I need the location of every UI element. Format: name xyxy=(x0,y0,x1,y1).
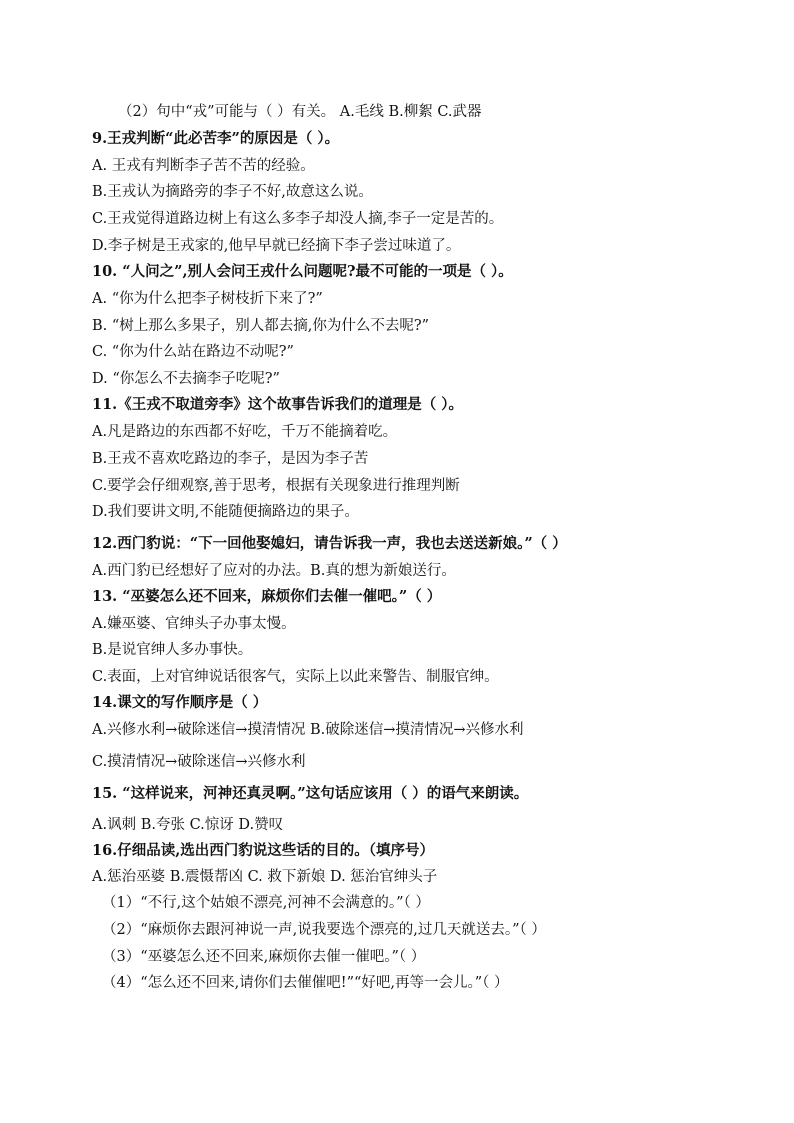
q10-option-c: C. “你为什么站在路边不动呢?” xyxy=(92,344,294,360)
q12-options: A.西门豹已经想好了应对的办法。B.真的想为新娘送行。 xyxy=(92,563,456,579)
q11-heading: 11.《王戎不取道旁李》这个故事告诉我们的道理是（ ）。 xyxy=(92,396,464,413)
q14-options-ab: A.兴修水利→破除迷信→摸清情况 B.破除迷信→摸清情况→兴修水利 xyxy=(92,722,524,738)
q13-heading: 13. “巫婆怎么还不回来，麻烦你们去催一催吧。”（ ） xyxy=(92,588,442,605)
q16-heading: 16.仔细品读,选出西门豹说这些话的目的。（填序号） xyxy=(92,842,435,859)
q9-option-c: C.王戎觉得道路边树上有这么多李子却没人摘,李子一定是苦的。 xyxy=(92,211,504,227)
q16-item-2: （2）“麻烦你去跟河神说一声,说我要选个漂亮的,过几天就送去。”（ ） xyxy=(102,922,546,938)
q9-option-d: D.李子树是王戎家的,他早早就已经摘下李子尝过味道了。 xyxy=(92,238,461,254)
q14-option-c: C.摸清情况→破除迷信→兴修水利 xyxy=(92,754,306,770)
q10-option-b: B. “树上那么多果子，别人都去摘,你为什么不去呢?” xyxy=(92,318,430,334)
q16-item-4: （4）“怎么还不回来,请你们去催催吧!”“好吧,再等一会儿。”（ ） xyxy=(102,975,509,991)
q11-option-b: B.王戎不喜欢吃路边的李子，是因为李子苦 xyxy=(92,451,369,467)
q13-option-c: C.表面，上对官绅说话很客气，实际上以此来警告、制服官绅。 xyxy=(92,669,499,685)
q11-option-a: A.凡是路边的东西都不好吃，千万不能摘着吃。 xyxy=(92,424,398,440)
q9-heading: 9.王戎判断“此必苦李”的原因是（ ）。 xyxy=(92,130,340,147)
q10-heading: 10. “人问之”,别人会问王戎什么问题呢?最不可能的一项是（ ）。 xyxy=(92,263,513,280)
q13-option-a: A.嫌巫婆、官绅头子办事太慢。 xyxy=(92,616,296,632)
q10-option-a: A. “你为什么把李子树枝折下来了?” xyxy=(92,291,323,307)
q8-sub2-line: （2）句中“戎”可能与（ ）有关。 A.毛线 B.柳絮 C.武器 xyxy=(118,104,482,120)
q11-option-c: C.要学会仔细观察,善于思考，根据有关现象进行推理判断 xyxy=(92,478,460,494)
q10-option-d: D. “你怎么不去摘李子吃呢?” xyxy=(92,371,280,387)
q15-heading: 15. “这样说来，河神还真灵啊。”这句话应该用（ ）的语气来朗读。 xyxy=(92,785,529,802)
q16-item-1: （1）“不行,这个姑娘不漂亮,河神不会满意的。”（ ） xyxy=(102,895,430,911)
q16-options: A.惩治巫婆 B.震慑帮凶 C. 救下新娘 D. 惩治官绅头子 xyxy=(92,869,438,885)
q11-option-d: D.我们要讲文明,不能随便摘路边的果子。 xyxy=(92,504,359,520)
q12-heading: 12.西门豹说：“下一回他娶媳妇，请告诉我一声，我也去送送新娘。”（ ） xyxy=(92,535,567,552)
q13-option-b: B.是说官绅人多办事快。 xyxy=(92,642,253,658)
q14-heading: 14.课文的写作顺序是（ ） xyxy=(92,694,268,711)
q16-item-3: （3）“巫婆怎么还不回来,麻烦你去催一催吧。”（ ） xyxy=(102,949,426,965)
q9-option-b: B.王戎认为摘路旁的李子不好,故意这么说。 xyxy=(92,184,373,200)
q15-options: A.讽刺 B.夸张 C.惊讶 D.赞叹 xyxy=(92,817,284,833)
q9-option-a: A. 王戎有判断李子苦不苦的经验。 xyxy=(92,158,315,174)
